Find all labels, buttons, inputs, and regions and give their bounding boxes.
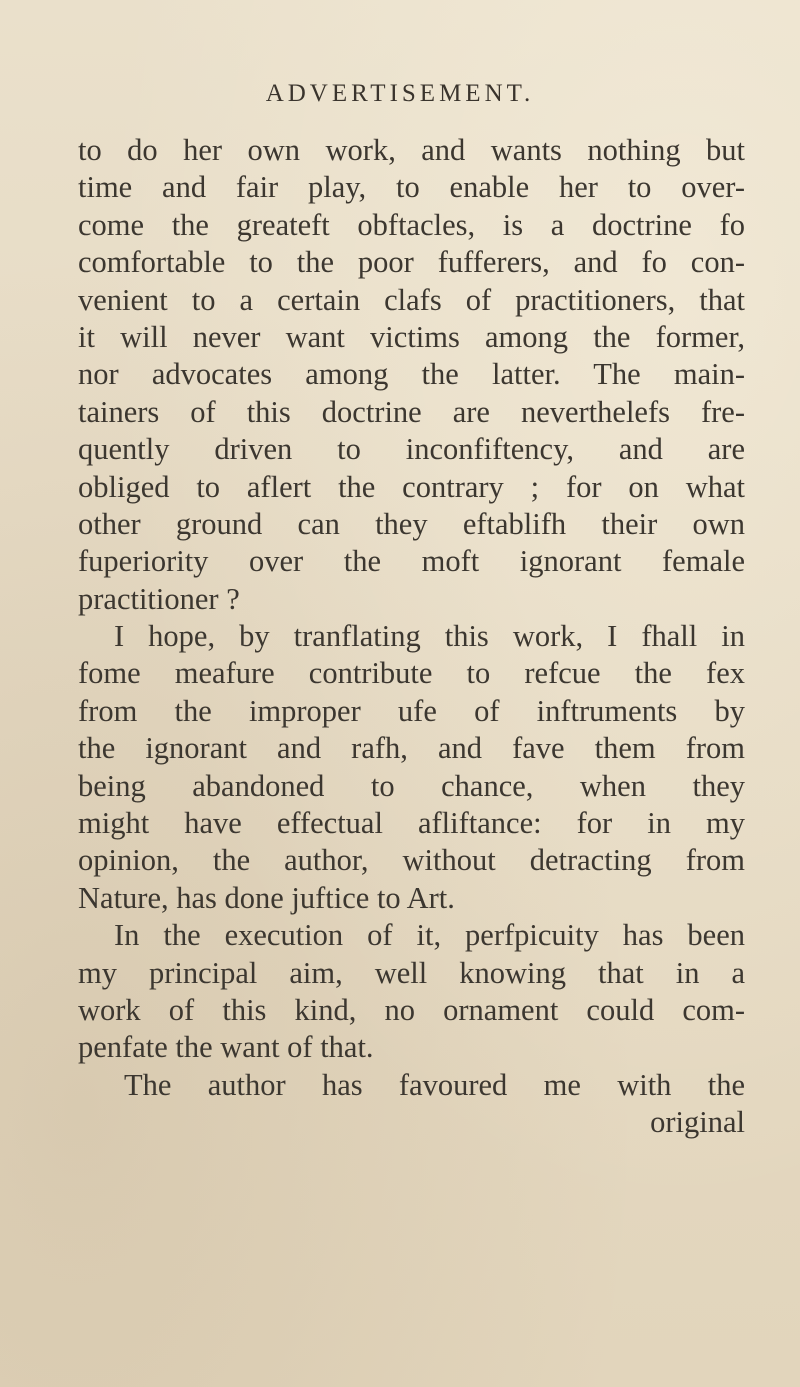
text-line: other ground can they eftablifh their own (78, 506, 745, 541)
text-line: being abandoned to chance, when they (78, 768, 745, 803)
text-line: might have effectual afliftance: for in my (78, 806, 745, 841)
text-line: venient to a certain clafs of practitioners, that (78, 282, 745, 317)
text-line: fuperiority over the moft ignorant female (78, 544, 745, 579)
text-line: fome meafure contribute to refcue the fex (78, 656, 745, 691)
text-line: the ignorant and rafh, and fave them from (78, 731, 745, 766)
text-line: obliged to aflert the contrary ; for on what (78, 469, 745, 504)
body-text (62, 132, 745, 1142)
text-line: penfate the want of that. (78, 1030, 374, 1065)
paragraph-first-line: I hope, by tranflating this work, I fhall in (114, 619, 745, 654)
text-line: nor advocates among the latter. The main- (78, 357, 745, 392)
text-line: practitioner ? (78, 581, 240, 616)
running-head: ADVERTISEMENT. (265, 80, 535, 107)
text-line: opinion, the author, without detracting from (78, 843, 745, 878)
text-line: my principal aim, well knowing that in a (78, 955, 745, 990)
text-line: from the improper ufe of inftruments by (78, 693, 745, 728)
paragraph-first-line: The author has favoured me with the (124, 1067, 745, 1102)
text-line: time and fair play, to enable her to over- (78, 170, 745, 205)
text-line: come the greateft obftacles, is a doctrine fo (78, 207, 745, 242)
text-line: comfortable to the poor fufferers, and fo con- (78, 245, 745, 280)
text-line: to do her own work, and wants nothing but (78, 133, 745, 167)
text-line: tainers of this doctrine are neverthelefs fre- (78, 394, 745, 429)
text-line: it will never want victims among the former, (78, 319, 745, 354)
text-line: quently driven to inconfiftency, and are (78, 432, 745, 467)
paragraph-first-line: In the execution of it, perfpicuity has been (114, 918, 745, 953)
text-line: Nature, has done juftice to Art. (78, 880, 455, 915)
catchword: original (650, 1105, 745, 1140)
text-line: work of this kind, no ornament could com- (78, 992, 745, 1027)
